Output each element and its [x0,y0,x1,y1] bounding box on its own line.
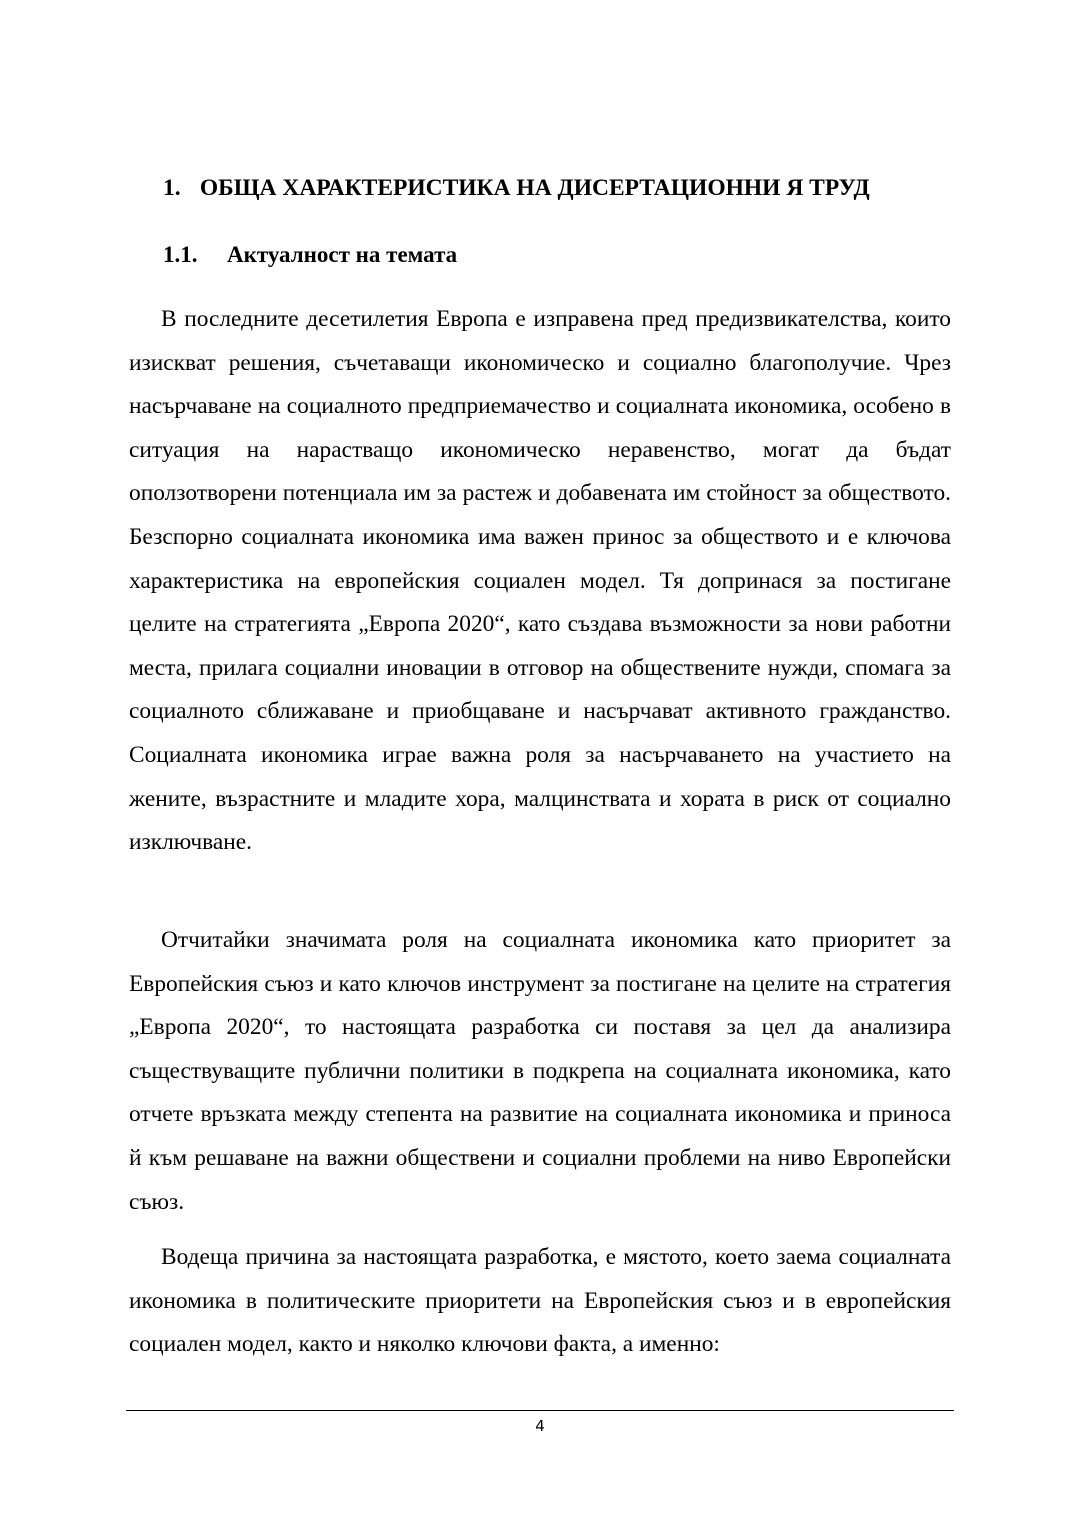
footer-divider [126,1410,954,1411]
chapter-heading [163,172,963,204]
chapter-number: 1. [163,175,181,201]
body-paragraph-1: В последните десетилетия Европа е изправена пред предизвикателства, които изискват решения, съчетаващи икономическо и социално благополучие. Чрез насърчаване на социалното предприемачество и социалната икономика, особено в ситуация на нарастващо икономическо неравенство, могат да бъдат оползотворени потенциала им за растеж и добавената им стойност за обществото. Безспорно социалната икономика има важен принос за обществото и е ключова характеристика на европейския социален модел. Тя допринася за постигане целите на стратегията „Европа 2020“, като създава възможности за нови работни места, прилага социални иновации в отговор на обществените нужди, спомага за социалното сближаване и приобщаване и насърчават активното гражданство. Социалната икономика играе важна роля за насърчаването на участието на жените, възрастните и младите хора, малцинствата и хората в риск от социално изключване. [129,306,951,856]
body-paragraph-3: Водеща причина за настоящата разработка, е мястото, което заема социалната икономика в политическите приоритети на Европейския съюз и в европейския социален модел, както и няколко ключови факта, а именно: [129,1244,951,1358]
body-paragraph-2: Отчитайки значимата роля на социалната икономика като приоритет за Европейския съюз и като ключов инструмент за постигане на целите на стратегия „Европа 2020“, то настоящата разработка си поставя за цел да анализира съществуващите публични политики в подкрепа на социалната икономика, като отчете връзката между степента на развитие на социалната икономика и приноса й към решаване на важни обществени и социални проблеми на ниво Европейски съюз. [129,927,951,1215]
section-title: Актуалност на темата [227,242,458,267]
section-heading [163,239,457,271]
section-number: 1.1. [163,242,198,267]
page-number: 4 [535,1417,545,1435]
chapter-title: ОБЩА ХАРАКТЕРИСТИКА НА ДИСЕРТАЦИОННИ Я ТРУД [199,175,870,201]
